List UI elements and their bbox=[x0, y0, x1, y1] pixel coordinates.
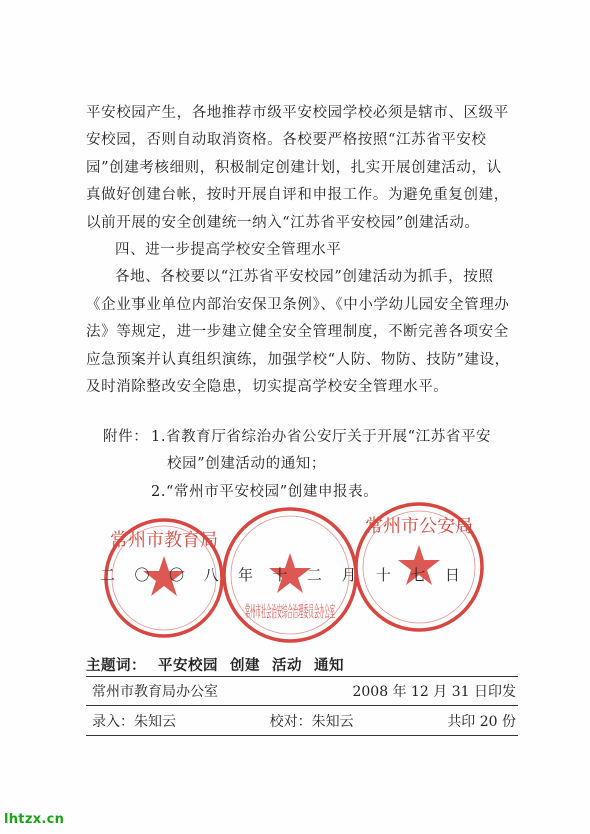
issue-date: 2008 年 12 月 31 日印发 bbox=[352, 684, 516, 700]
keywords-label: 主题词： bbox=[86, 658, 146, 674]
date-char: 日 bbox=[444, 566, 460, 584]
date-char: 八 bbox=[203, 566, 219, 584]
footer-record-row bbox=[92, 711, 516, 731]
seal-text: 常州市社会治安综合治理委员会办公室 bbox=[245, 602, 335, 621]
proofreader: 校对：朱知云 bbox=[269, 714, 354, 730]
seal-text: 常州市教育局 bbox=[110, 530, 218, 551]
divider bbox=[86, 735, 518, 736]
attachments-label: 附件： bbox=[103, 429, 149, 445]
section-heading-4: 四、进一步提高学校安全管理水平 bbox=[115, 242, 342, 259]
date-char: 七 bbox=[410, 566, 426, 584]
keyword: 活动 bbox=[272, 658, 302, 674]
subject-keywords bbox=[86, 654, 344, 675]
copies-count: 共印 20 份 bbox=[447, 714, 516, 730]
attachments bbox=[103, 424, 491, 506]
date-char: 〇 bbox=[168, 566, 184, 584]
date-char: 二 bbox=[306, 566, 322, 584]
date-char: 〇 bbox=[134, 566, 150, 584]
date-char: 二 bbox=[100, 566, 116, 584]
date-char: 十 bbox=[375, 566, 391, 584]
keyword: 创建 bbox=[230, 658, 260, 674]
paragraph-2: 各地、各校要以“江苏省平安校园”创建活动为抓手，按照《企业事业单位内部治安保卫条例》、《中小学幼儿园安全管理办法》等规定，进一步建立健全安全管理制度，不断完善各项安全应急预案并认真组织演练，加强学校“人防、物防、技防”建设，及时消除整改安全隐患，切实提高学校安全管理水平。 bbox=[86, 269, 510, 396]
paragraph-1: 平安校园产生，各地推荐市级平安校园学校必须是辖市、区级平安校园，否则自动取消资格。各校要严格按照“江苏省平安校园”创建考核细则，积极制定创建计划，扎实开展创建活动，认真做好创建台帐，按时开展自评和申报工作。为避免重复创建，以前开展的安全创建统一纳入“江苏省平安校园”创建活动。 bbox=[86, 105, 509, 231]
attachment-2: 2.“常州市平安校园”创建申报表。 bbox=[151, 483, 379, 500]
entry-person: 录入：朱知云 bbox=[92, 714, 176, 730]
keyword: 通知 bbox=[314, 658, 344, 674]
attachment-1-line-2: 校园”创建活动的通知； bbox=[167, 456, 327, 473]
keyword: 平安校园 bbox=[158, 658, 218, 674]
issuer: 常州市教育局办公室 bbox=[92, 684, 218, 700]
divider bbox=[86, 676, 518, 677]
date-char: 十 bbox=[272, 566, 288, 584]
seal-text: 常州市公安局 bbox=[365, 516, 473, 537]
site-watermark: lhtzx.cn bbox=[4, 812, 65, 827]
divider bbox=[86, 705, 518, 706]
date-char: 月 bbox=[341, 566, 357, 584]
attachment-1-line-1: 1.省教育厅省综治办省公安厅关于开展“江苏省平安 bbox=[151, 429, 492, 445]
issue-date-chinese bbox=[100, 564, 460, 585]
footer-issue-row bbox=[92, 681, 516, 701]
date-char: 年 bbox=[237, 566, 253, 584]
body-text bbox=[86, 100, 516, 401]
